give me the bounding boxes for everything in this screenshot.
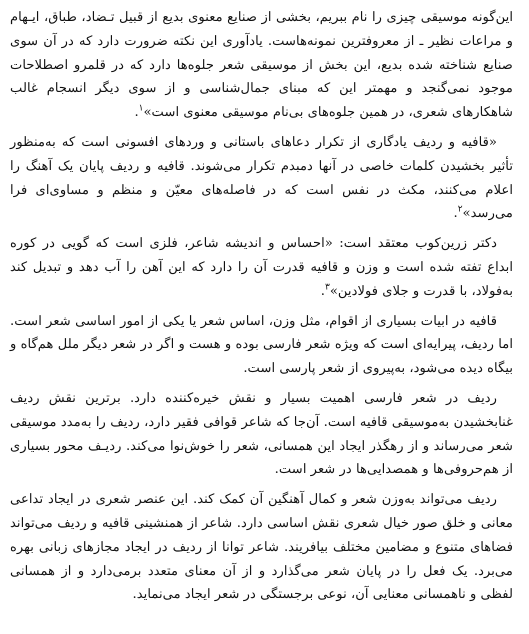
paragraph-2: «قافیه و ردیف یادگاری از تکرار دعاهای باستانی و وردهای افسونی است که به‌منظور تأثیر بخشیدن کلمات خاصی در آنها دمبدم تکرار می‌شوند. قافیه و ردیف پایان یک آهنگ را اعلام می‌کنند، مکث در نفس است که در فاصله‌های معیّن و منظم و مساوی‌ای فرا می‌رسد»$^۲$. [10, 134, 513, 222]
footnote-ref-1[interactable]: ۱ [138, 103, 144, 114]
paragraph-4-text: قافیه در ابیات بسیاری از اقوام، مثل وزن، اساس شعر یا یکی از امور اساسی شعر است. اما ردیف، پیرایه‌ای است که ویژه شعر فارسی بوده و هست و اگر در شعر دیگر ملل هم‌گاه و بیگاه دیده می‌شود، به‌پیروی از شعر پارسی است. [10, 313, 513, 377]
paragraph-3-text: دکتر زرین‌کوب معتقد است: «احساس و اندیشه شاعر، فلزی است که گویی در کوره ابداع تفته شده است و وزن و قافیه قدرت آن را دارد که این آهن را آب دهد و تبدیل کند به‌فولاد، با قدرت و جلای فولادین» [10, 236, 513, 299]
paragraph-1: این‌گونه موسیقی چیزی را نام ببریم، بخشی از صنایع معنوی بدیع از قبیل تـضاد، طباق، ایـهام و مراعات نظیر ـ از معروفترین نمونه‌هاست. یادآوری این نکته ضرورت دارد که در آن سوی صنایع شناخته شده بدیع، این بخش از موسیقی شعر جلوه‌ها دارد که در قلمرو اصطلاحات موجود نمی‌گنجد و مهمتر این که مبنای جمال‌شناسی و از سوی دیگر انسجام غالب شاهکارهای شعری، در همین جلوه‌های بی‌نام موسیقی معنوی است»$^۱$. [10, 10, 513, 121]
paragraph-6-text: ردیف می‌تواند به‌وزن شعر و کمال آهنگین آن کمک کند. این عنصر شعری در ایجاد تداعی معانی و خلق صور خیال شعری نقش اساسی دارد. شاعر از همنشینی قافیه و ردیف می‌تواند فضاهای متنوع و مضامین مختلف بیافریند. شاعر توانا از ردیف در ایجاد مجازهای زبانی بهره می‌برد. یک فعل را در پایان شعر می‌گذارد و از آن معنای متعدد برمی‌دارد و از همسانی لفظی و ناهمسانی معنایی آن، نوعی برجستگی در شعر ایجاد می‌نماید. [10, 492, 513, 603]
paragraph-3: دکتر زرین‌کوب معتقد است: «احساس و اندیشه شاعر، فلزی است که گویی در کوره ابداع تفته شده است و وزن و قافیه قدرت آن را دارد که این آهن را آب دهد و تبدیل کند به‌فولاد، با قدرت و جلای فولادین»$^۳$. [10, 236, 513, 299]
paragraph-2-text: «قافیه و ردیف یادگاری از تکرار دعاهای باستانی و وردهای افسونی است که به‌منظور تأثیر بخشیدن کلمات خاصی در آنها دمبدم تکرار می‌شوند. قافیه و ردیف پایان یک آهنگ را اعلام می‌کنند، مکث در نفس است که در فاصله‌های معیّن و منظم و مساوی‌ای فرا می‌رسد» [10, 134, 513, 222]
paragraph-4 [10, 310, 513, 381]
paragraph-1-text: این‌گونه موسیقی چیزی را نام ببریم، بخشی از صنایع معنوی بدیع از قبیل تـضاد، طباق، ایـهام و مراعات نظیر ـ از معروفترین نمونه‌هاست. یادآوری این نکته ضرورت دارد که در آن سوی صنایع شناخته شده بدیع، این بخش از موسیقی شعر جلوه‌ها دارد که در قلمرو اصطلاحات موجود نمی‌گنجد و مهمتر این که مبنای جمال‌شناسی و از سوی دیگر انسجام غالب شاهکارهای شعری، در همین جلوه‌های بی‌نام موسیقی معنوی است» [10, 10, 513, 121]
footnote-ref-3[interactable]: ۳ [324, 282, 330, 293]
paragraph-5 [10, 387, 513, 482]
paragraph-6 [10, 488, 513, 607]
footnote-ref-2[interactable]: ۲ [457, 204, 463, 215]
paragraph-5-text: ردیف در شعر فارسی اهمیت بسیار و نقش خیره‌کننده دارد. برترین نقش ردیف غنابخشیدن به‌موسیقی قافیه است. آن‌جا که شاعر قوافی فقیر دارد، ردیف را به‌مدد موسیقی شعر می‌رساند و از رهگذر ایجاد این همسانی، شعر را خوش‌نوا می‌کند. ردیـف محور بسیاری از هم‌حروفی‌ها و همصدایی‌ها در شعر است. [10, 390, 513, 478]
page-bottom-mask [0, 626, 529, 634]
